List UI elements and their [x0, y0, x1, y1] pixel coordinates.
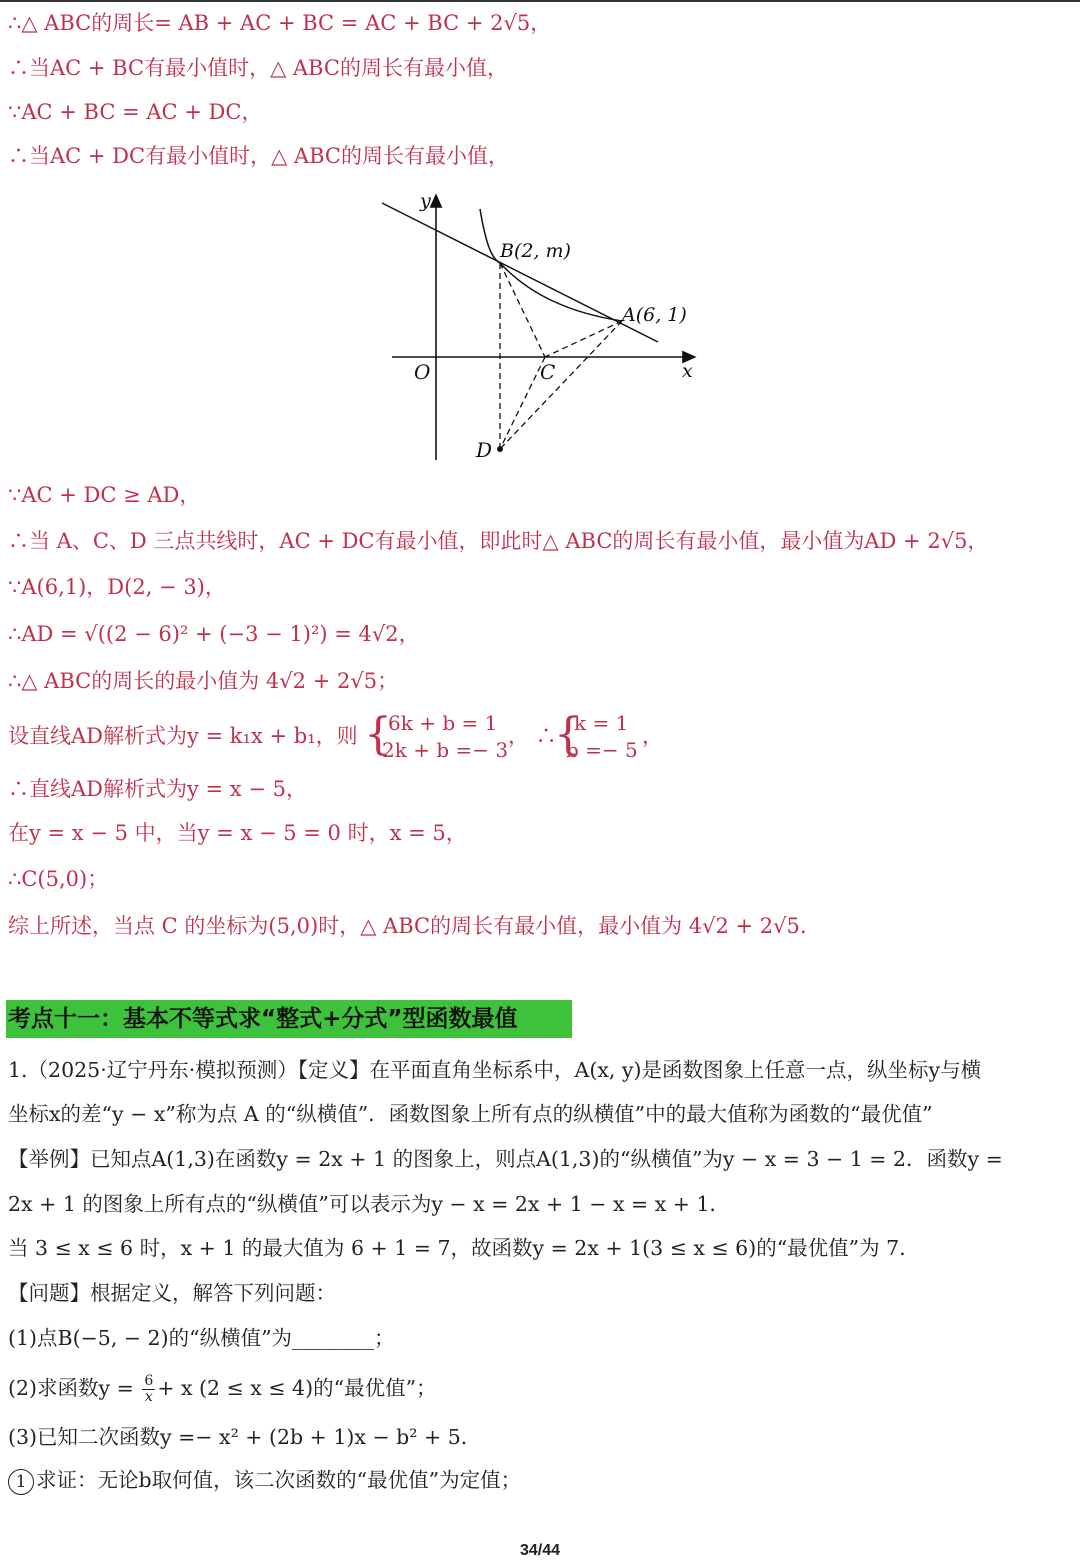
fraction-numerator: 6 [144, 1373, 154, 1389]
point-d-label: D [476, 438, 493, 462]
solution-line-2: ∴当AC + BC有最小值时，△ ABC的周长有最小值， [8, 56, 508, 80]
page-number: 34/44 [519, 1542, 561, 1559]
problem-line-4: 2x + 1 的图象上所有点的“纵横值”可以表示为y − x = 2x + 1 − x = x + 1． [8, 1192, 731, 1216]
circled-number-1: 1 [8, 1469, 34, 1495]
x-axis-label: x [682, 360, 693, 382]
origin-label: O [414, 360, 431, 384]
solution-line-4: ∴当AC + DC有最小值时，△ ABC的周长有最小值， [8, 144, 509, 168]
solution-line-14: 综上所述，当点 C 的坐标为(5,0)时，△ ABC的周长有最小值，最小值为 4√2 + 2√5. [8, 914, 807, 938]
point-c-label: C [540, 360, 556, 384]
top-rule [0, 0, 1080, 2]
problem-line-1: 1.（2025·辽宁丹东·模拟预测）【定义】在平面直角坐标系中，A(x, y)是函数图象上任意一点，纵坐标y与横 [8, 1058, 982, 1082]
point-d [497, 446, 503, 452]
question-3-part-1-text: 求证：无论b取何值，该二次函数的“最优值”为定值； [36, 1468, 522, 1492]
question-3: (3)已知二次函数y =− x² + (2b + 1)x − b² + 5． [8, 1425, 482, 1449]
solution-line-5: ∵AC + DC ≥ AD， [8, 483, 201, 507]
solution-line-1: ∴△ ABC的周长= AB + AC + BC = AC + BC + 2√5， [8, 11, 552, 35]
solution-line-10: 设直线AD解析式为y = k₁x + b₁，则 [8, 724, 358, 748]
dash-a-c [545, 321, 622, 357]
solution-line-3: ∵AC + BC = AC + DC， [8, 100, 263, 124]
system-2-eq-1: k = 1 [574, 711, 629, 735]
system-1-eq-2: 2k + b =− 3 [382, 738, 509, 762]
problem-line-6: 【问题】根据定义，解答下列问题： [8, 1281, 336, 1305]
solution-line-12: 在y = x − 5 中，当y = x − 5 = 0 时，x = 5， [8, 821, 467, 845]
system-brace-1: { [364, 709, 392, 760]
system-2-eq-2: b =− 5 [566, 738, 638, 762]
question-3-part-1 [8, 1466, 521, 1495]
solution-line-13: ∴C(5,0)； [8, 867, 109, 891]
dash-c-d [500, 357, 545, 449]
system-brace-2: { [554, 709, 582, 760]
solution-line-11: ∴直线AD解析式为y = x − 5， [8, 777, 307, 801]
dash-b-c [500, 263, 545, 357]
problem-line-2: 坐标x的差“y − x”称为点 A 的“纵横值”．函数图象上所有点的纵横值”中的最大值称为函数的“最优值” [8, 1102, 933, 1126]
fraction-6-over-x [142, 1374, 155, 1405]
line-ab [382, 203, 658, 342]
problem-line-3: 【举例】已知点A(1,3)在函数y = 2x + 1 的图象上，则点A(1,3)的“纵横值”为y − x = 3 − 1 = 2．函数y = [8, 1147, 1003, 1171]
solution-line-9: ∴△ ABC的周长的最小值为 4√2 + 2√5； [8, 669, 399, 693]
question-2 [8, 1374, 437, 1405]
dash-a-d [500, 321, 622, 449]
point-b-label: B(2, m) [500, 240, 571, 262]
fraction-denominator: x [144, 1389, 153, 1405]
y-axis-label: y [420, 190, 431, 212]
question-2-suffix: + x (2 ≤ x ≤ 4)的“最优值”； [157, 1376, 437, 1400]
question-2-prefix: (2)求函数y = [8, 1376, 141, 1400]
question-1: (1)点B(−5, − 2)的“纵横值”为________； [8, 1326, 395, 1350]
system-1-eq-1: 6k + b = 1 [388, 711, 498, 735]
section-heading: 考点十一：基本不等式求“整式+分式”型函数最值 [6, 1000, 572, 1038]
coordinate-figure [370, 185, 710, 470]
system-separator: ， ∴ [508, 724, 557, 748]
solution-line-8: ∴AD = √((2 − 6)² + (−3 − 1)²) = 4√2， [8, 622, 420, 646]
solution-line-6: ∴当 A、C、D 三点共线时，AC + DC有最小值，即此时△ ABC的周长有最小值，最小值为AD + 2√5， [8, 529, 989, 553]
solution-line-7: ∵A(6,1)，D(2, − 3)， [8, 575, 226, 599]
system-end: ， [642, 724, 663, 748]
point-a-label: A(6, 1) [622, 304, 687, 326]
problem-line-5: 当 3 ≤ x ≤ 6 时，x + 1 的最大值为 6 + 1 = 7，故函数y = 2x + 1(3 ≤ x ≤ 6)的“最优值”为 7． [8, 1236, 920, 1260]
